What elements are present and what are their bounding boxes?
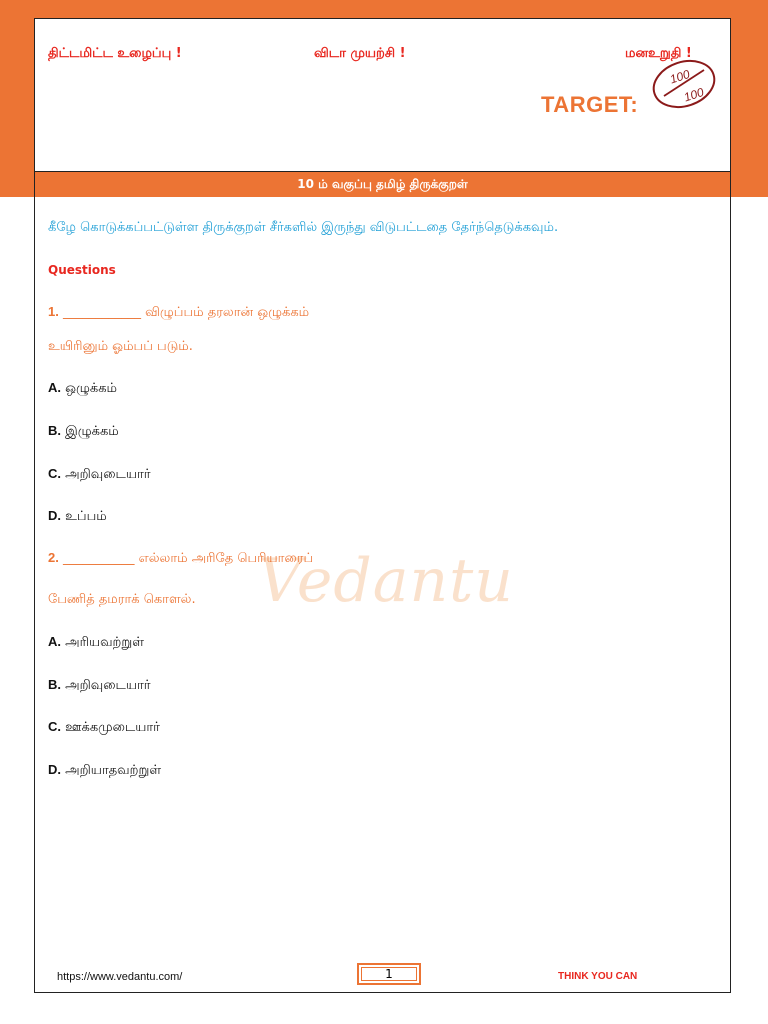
instruction-text: கீழே கொடுக்கப்பட்டுள்ள திருக்குறள் சீர்களில் இருந்து விடுபட்டதை தேர்ந்தெடுக்கவும்.	[48, 220, 559, 235]
question-1-line-2: உயிரினும் ஓம்பப் படும்.	[48, 339, 193, 354]
question-2-number: 2.	[48, 550, 59, 565]
option-letter: C.	[48, 719, 61, 734]
option-letter: B.	[48, 677, 61, 692]
question-2-line-1	[48, 550, 313, 567]
option-letter: A.	[48, 634, 61, 649]
vedantu-watermark: Vedantu	[258, 546, 514, 616]
question-1-number: 1.	[48, 304, 59, 319]
option-text: அறிவுடையார்	[65, 467, 151, 482]
option-letter: B.	[48, 423, 61, 438]
option-text: அறியாதவற்றுள்	[65, 763, 162, 778]
question-1-option-d	[48, 508, 107, 525]
questions-heading: Questions	[48, 263, 116, 277]
motto-left: திட்டமிட்ட உழைப்பு !	[48, 46, 182, 61]
question-2-option-c	[48, 719, 160, 736]
option-text: ஒழுக்கம்	[65, 381, 118, 396]
question-2-line-2: பேணித் தமராக் கொளல்.	[48, 592, 196, 607]
option-letter: A.	[48, 380, 61, 395]
footer-tagline: THINK YOU CAN	[558, 971, 638, 982]
stamp-bottom-text: 100	[682, 85, 706, 105]
question-2-option-d	[48, 762, 161, 779]
option-letter: D.	[48, 508, 61, 523]
motto-center: விடா முயற்சி !	[314, 46, 406, 61]
option-text: உப்பம்	[65, 509, 107, 524]
footer-url-link[interactable]: https://www.vedantu.com/	[57, 971, 183, 983]
motto-right: மனஉறுதி !	[625, 46, 692, 61]
option-text: ஊக்கமுடையார்	[65, 720, 160, 735]
option-text: அரியவற்றுள்	[65, 635, 144, 650]
question-2-text-line-1: ___________ எல்லாம் அரிதே பெரியாரைப்	[62, 551, 314, 566]
option-letter: D.	[48, 762, 61, 777]
stamp-top-text: 100	[668, 67, 692, 87]
question-1-option-c	[48, 466, 151, 483]
question-1-option-b	[48, 423, 119, 440]
document-title: 10 ம் வகுப்பு தமிழ் திருக்குறள்	[35, 172, 730, 197]
question-1-text-line-1: ____________ விழுப்பம் தரலான் ஒழுக்கம்	[62, 305, 310, 320]
score-stamp-icon	[650, 58, 718, 110]
option-text: அறிவுடையார்	[65, 678, 151, 693]
option-letter: C.	[48, 466, 61, 481]
question-2-option-b	[48, 677, 151, 694]
target-label: TARGET:	[541, 92, 639, 117]
page-number: 1	[357, 963, 421, 985]
question-2-option-a	[48, 634, 144, 651]
option-text: இழுக்கம்	[65, 424, 119, 439]
question-1-line-1	[48, 304, 309, 321]
question-1-option-a	[48, 380, 117, 397]
